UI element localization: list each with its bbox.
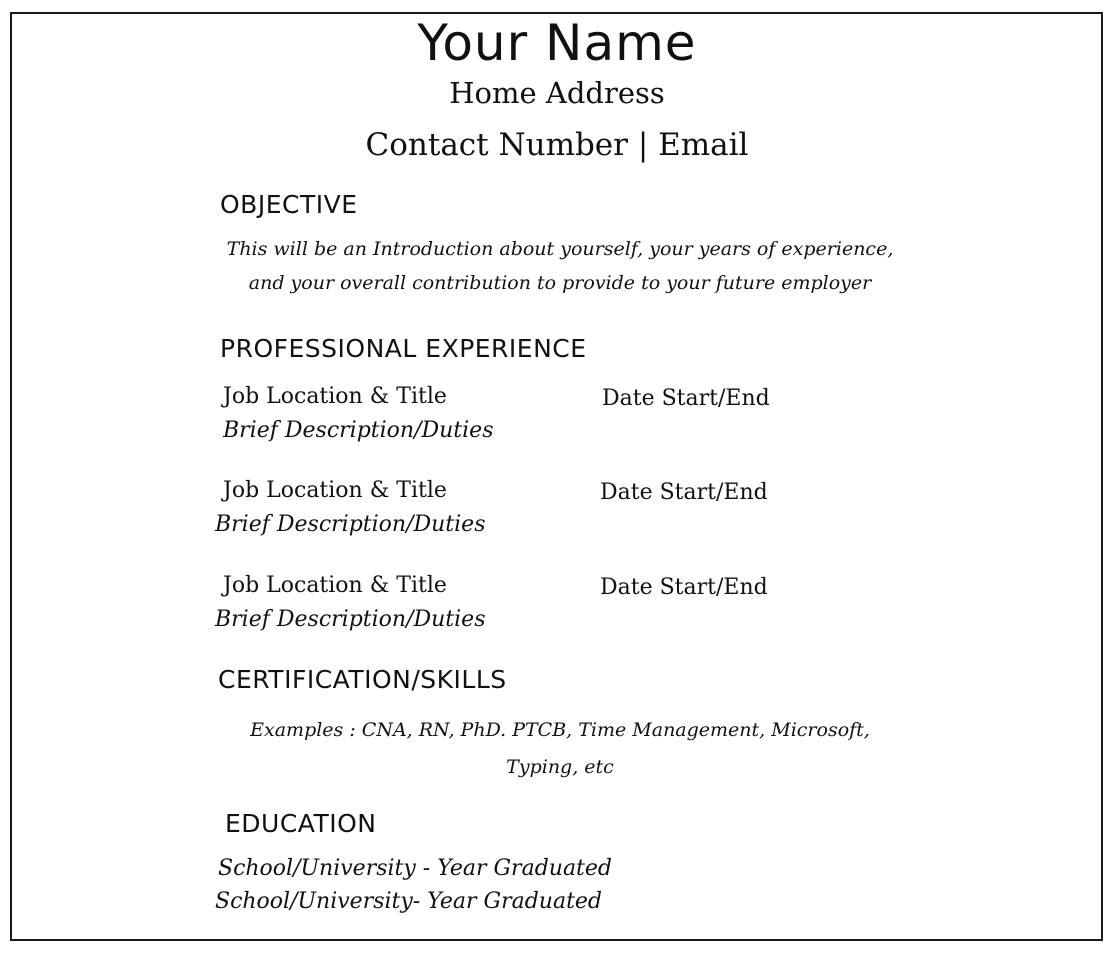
job-title: Job Location & Title: [223, 478, 447, 503]
experience-heading: PROFESSIONAL EXPERIENCE: [220, 334, 587, 363]
skills-line: Typing, etc: [506, 756, 614, 778]
job-date: Date Start/End: [602, 386, 770, 411]
job-title: Job Location & Title: [223, 573, 447, 598]
job-description: Brief Description/Duties: [215, 607, 486, 632]
resume-name: Your Name: [417, 14, 697, 72]
home-address: Home Address: [449, 76, 665, 110]
education-heading: EDUCATION: [225, 809, 377, 838]
education-entry: School/University - Year Graduated: [218, 856, 613, 881]
objective-text: [180, 232, 940, 300]
job-title: Job Location & Title: [223, 384, 447, 409]
objective-line: This will be an Introduction about yourself, your years of experience,: [226, 238, 894, 260]
skills-heading: CERTIFICATION/SKILLS: [218, 665, 507, 694]
skills-line: Examples : CNA, RN, PhD. PTCB, Time Management, Microsoft,: [250, 719, 870, 741]
job-description: Brief Description/Duties: [223, 418, 494, 443]
job-description: Brief Description/Duties: [215, 512, 486, 537]
skills-text: [180, 712, 940, 786]
objective-heading: OBJECTIVE: [220, 190, 358, 219]
job-date: Date Start/End: [600, 575, 768, 600]
education-entry: School/University- Year Graduated: [215, 889, 603, 914]
objective-line: and your overall contribution to provide to your future employer: [248, 272, 872, 294]
job-date: Date Start/End: [600, 480, 768, 505]
contact-info: Contact Number | Email: [365, 127, 749, 163]
